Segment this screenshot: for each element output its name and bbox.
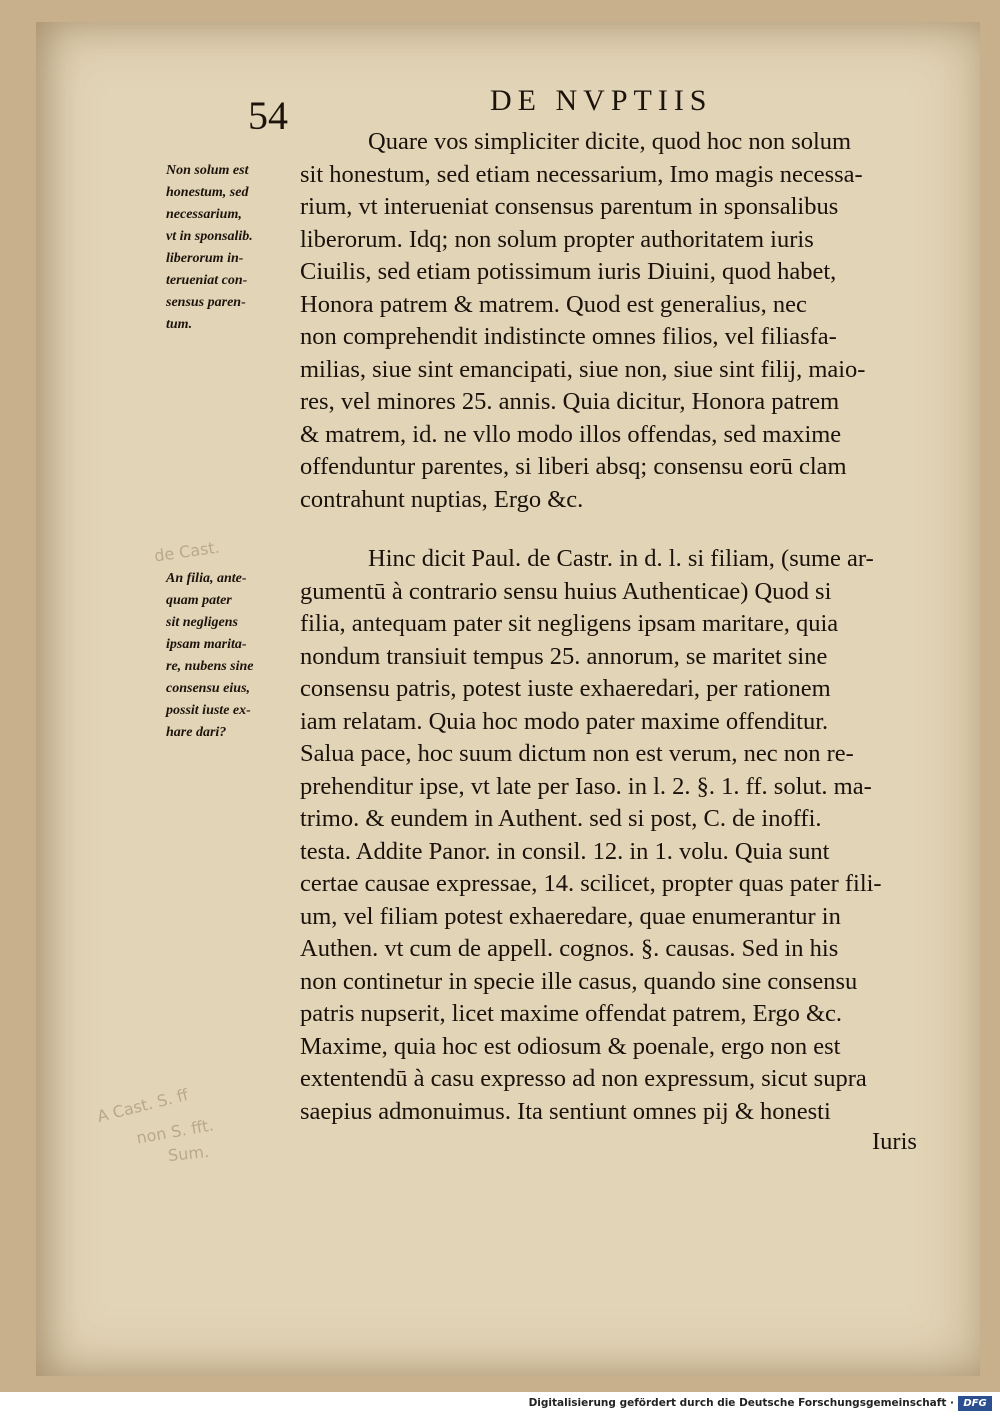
page-number: 54	[248, 93, 288, 138]
text-line: Ciuilis, sed etiam potissimum iuris Diuini, quod habet,	[300, 258, 837, 285]
text-line: patris nupserit, licet maxime offendat patrem, Ergo &c.	[300, 1000, 843, 1027]
text-line: offenduntur parentes, si liberi absq; consensu eorū clam	[300, 453, 847, 480]
running-head: DE NVPTIIS	[490, 84, 713, 117]
text-line: Authen. vt cum de appell. cognos. §. causas. Sed in his	[300, 935, 839, 962]
text-line: Salua pace, hoc suum dictum non est verum, nec non re-	[300, 740, 854, 767]
text-line: saepius admonuimus. Ita sentiunt omnes pij & honesti	[300, 1097, 831, 1125]
margin-note-line: sensus paren-	[166, 295, 246, 310]
text-line: testa. Addite Panor. in consil. 12. in 1. volu. Quia sunt	[300, 837, 830, 865]
book-page	[36, 22, 980, 1376]
text-line: iam relatam. Quia hoc modo pater maxime offenditur.	[300, 707, 829, 735]
text-line: filia, antequam pater sit negligens ipsam maritare, quia	[300, 610, 839, 637]
text-line: certae causae expressae, 14. scilicet, propter quas pater fili-	[300, 870, 882, 897]
text-line: sit honestum, sed etiam necessarium, Imo magis necessa-	[300, 160, 863, 188]
margin-note-line: sit negligens	[166, 615, 238, 630]
margin-note	[166, 568, 296, 744]
margin-note	[166, 160, 296, 336]
pencil-annotation: non S. fft.	[134, 1115, 215, 1148]
text-line: & matrem, id. ne vllo modo illos offendas, sed maxime	[300, 420, 842, 448]
margin-note-line: Non solum est	[166, 163, 249, 178]
body-text	[300, 126, 960, 1128]
text-line: rium, vt interueniat consensus parentum in sponsalibus	[300, 193, 839, 220]
margin-note-line: necessarium,	[166, 207, 242, 222]
text-line: consensu patris, potest iuste exhaeredari, per rationem	[300, 675, 831, 702]
margin-note-line: honestum, sed	[166, 185, 249, 200]
text-line: Maxime, quia hoc est odiosum & poenale, ergo non est	[300, 1032, 841, 1060]
pencil-annotation: Sum.	[167, 1141, 210, 1166]
text-line: prehenditur ipse, vt late per Iaso. in l. 2. §. 1. ff. solut. ma-	[300, 772, 872, 800]
funding-credit: Digitalisierung gefördert durch die Deutsche Forschungsgemeinschaft ·	[528, 1397, 954, 1409]
margin-note-line: quam pater	[166, 593, 232, 608]
text-line: extentendū à casu expresso ad non expressum, sicut supra	[300, 1065, 867, 1092]
pencil-annotation: de Cast.	[152, 537, 221, 566]
margin-note-line: An filia, ante-	[166, 571, 247, 586]
margin-note-line: vt in sponsalib.	[166, 229, 253, 244]
text-line: Quare vos simpliciter dicite, quod hoc non solum	[368, 128, 852, 155]
catchword: Iuris	[872, 1128, 917, 1155]
text-line: res, vel minores 25. annis. Quia dicitur, Honora patrem	[300, 388, 840, 415]
text-line: non continetur in specie ille casus, quando sine consensu	[300, 967, 858, 995]
text-line: um, vel filiam potest exhaeredare, quae enumerantur in	[300, 902, 841, 930]
margin-note-line: tum.	[166, 317, 193, 332]
text-line: nondum transiuit tempus 25. annorum, se maritet sine	[300, 642, 828, 670]
text-line: liberorum. Idq; non solum propter authoritatem iuris	[300, 225, 814, 253]
paragraph-gap	[300, 516, 960, 543]
dfg-logo: DFG	[958, 1396, 992, 1411]
margin-note-line: liberorum in-	[166, 251, 244, 266]
margin-note-line: possit iuste ex-	[166, 703, 251, 718]
margin-note-line: hare dari?	[166, 725, 227, 740]
margin-note-line: terueniat con-	[166, 273, 248, 288]
text-line: Honora patrem & matrem. Quod est generalius, nec	[300, 290, 807, 318]
margin-note-line: re, nubens sine	[166, 659, 254, 674]
text-line: milias, siue sint emancipati, siue non, siue sint filij, maio-	[300, 355, 866, 383]
text-line: non comprehendit indistincte omnes filios, vel filiasfa-	[300, 323, 837, 350]
text-line: contrahunt nuptias, Ergo &c.	[300, 485, 584, 513]
footer-bar	[0, 1392, 1000, 1416]
margin-note-line: consensu eius,	[166, 681, 251, 696]
pencil-annotation: A Cast. S. ff	[95, 1085, 191, 1126]
text-line: Hinc dicit Paul. de Castr. in d. l. si filiam, (sume ar-	[368, 545, 874, 572]
margin-note-line: ipsam marita-	[166, 637, 247, 652]
text-line: gumentū à contrario sensu huius Authenticae) Quod si	[300, 577, 832, 605]
text-line: trimo. & eundem in Authent. sed si post, C. de inoffi.	[300, 805, 822, 832]
